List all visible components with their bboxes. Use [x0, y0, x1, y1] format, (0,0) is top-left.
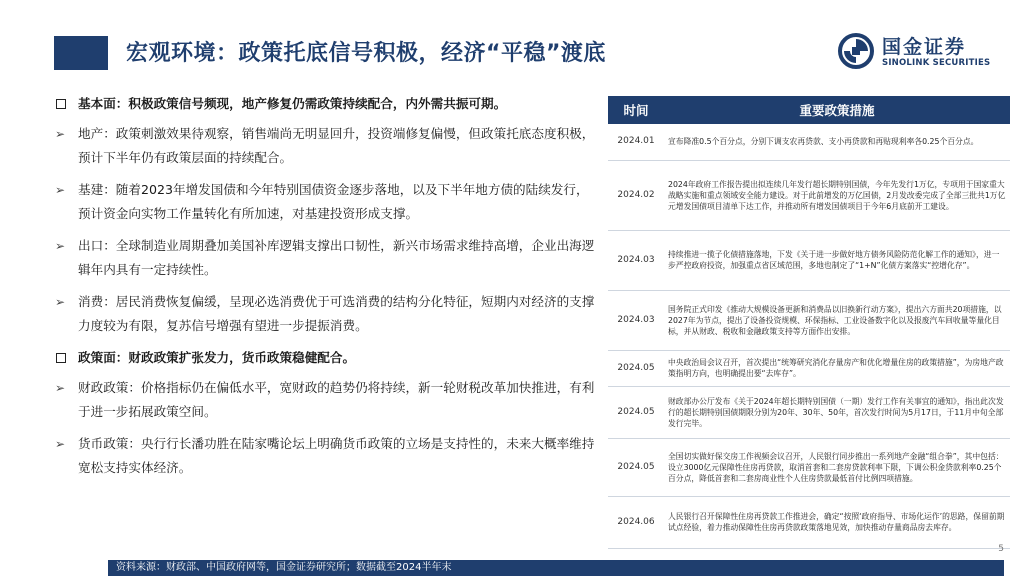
list-item	[52, 234, 600, 282]
square-bullet-icon	[56, 99, 66, 109]
square-bullet-icon	[56, 353, 66, 363]
list-item	[52, 346, 600, 370]
arrow-bullet-icon: ➢	[55, 295, 66, 309]
logo-cn-text: 国金证券	[882, 36, 967, 58]
bullet-text: 货币政策：央行行长潘功胜在陆家嘴论坛上明确货币政策的立场是支持性的，未来大概率维持宽松支持实体经济。	[78, 436, 595, 475]
list-item	[52, 376, 600, 424]
sinolink-logo-icon	[838, 33, 874, 69]
table-row	[608, 124, 1010, 160]
policy-table	[608, 96, 1010, 549]
row-policy: 宣布降准0.5个百分点，分别下调支农再贷款、支小再贷款和再贴现利率各0.25个百分点。	[664, 124, 1010, 160]
row-date: 2024.05	[608, 350, 664, 386]
arrow-bullet-icon: ➢	[55, 437, 66, 451]
list-item	[52, 290, 600, 338]
row-date: 2024.05	[608, 386, 664, 438]
row-policy: 人民银行召开保障性住房再贷款工作推进会，确定“按照‘政府指导、市场化运作’的思路，保留前期试点经验，着力推动保障性住房再贷款政策落地见效，加快推动存量商品房去库存。	[664, 496, 1010, 548]
row-policy: 中央政治局会议召开，首次提出“统筹研究消化存量房产和优化增量住房的政策措施”，为房地产政策指明方向，也明确提出要“去库存”。	[664, 350, 1010, 386]
arrow-bullet-icon: ➢	[55, 183, 66, 197]
list-item	[52, 122, 600, 170]
table-row	[608, 496, 1010, 548]
bullet-text: 基建：随着2023年增发国债和今年特别国债资金逐步落地，以及下半年地方债的陆续发行，预计资金向实物工作量转化有所加速，对基建投资形成支撑。	[78, 182, 589, 221]
company-logo	[838, 32, 1010, 74]
table-row	[608, 438, 1010, 496]
list-item	[52, 92, 600, 116]
table-row	[608, 230, 1010, 290]
page-number: 5	[998, 544, 1004, 554]
section-heading: 基本面：积极政策信号频现，地产修复仍需政策持续配合，内外需共振可期。	[78, 96, 507, 111]
row-date: 2024.03	[608, 230, 664, 290]
list-item	[52, 178, 600, 226]
page-title: 宏观环境：政策托底信号积极，经济“平稳”渡底	[126, 41, 606, 66]
row-date: 2024.03	[608, 290, 664, 350]
bullet-text: 出口：全球制造业周期叠加美国补库逻辑支撑出口韧性，新兴市场需求维持高增，企业出海逻辑年内具有一定持续性。	[78, 238, 595, 277]
logo-en-text: SINOLINK SECURITIES	[882, 58, 991, 68]
arrow-bullet-icon: ➢	[55, 127, 66, 141]
table-header-row	[608, 96, 1010, 124]
row-policy: 2024年政府工作报告提出拟连续几年发行超长期特别国债，今年先发行1万亿，专项用于国家重大战略实施和重点领域安全能力建设。对于此前增发的万亿国债，2月发改委完成了全部三批共1万亿元增发国债项目清单下达工作，并推动所有增发国债项目于今年6月底前开工建设。	[664, 160, 1010, 230]
source-footer: 资料来源：财政部、中国政府网等，国金证券研究所；数据截至2024半年末	[108, 560, 1004, 576]
bullet-text: 地产：政策刺激效果待观察，销售端尚无明显回升，投资端修复偏慢，但政策托底态度积极，预计下半年仍有政策层面的持续配合。	[78, 126, 595, 165]
bullet-text: 消费：居民消费恢复偏缓，呈现必选消费优于可选消费的结构分化特征，短期内对经济的支撑力度较为有限，复苏信号增强有望进一步提振消费。	[78, 294, 595, 333]
table-row	[608, 386, 1010, 438]
row-policy: 全国切实做好保交房工作视频会议召开，人民银行同步推出一系列地产金融“组合拳”，其中包括：设立3000亿元保障性住房再贷款，取消首套和二套房贷款利率下限，下调公积金贷款利率0.25个百分点，降低首套和二套房商业性个人住房贷款最低首付比例四项措施。	[664, 438, 1010, 496]
row-policy: 持续推进一揽子化债措施落地，下发《关于进一步做好地方债务风险防范化解工作的通知》，进一步严控政府投资，加强重点省区域范围，多地也制定了“1+N”化债方案落实“控增化存”。	[664, 230, 1010, 290]
list-item	[52, 432, 600, 480]
arrow-bullet-icon: ➢	[55, 381, 66, 395]
header-accent-bar	[54, 36, 108, 70]
bullet-text: 财政政策：价格指标仍在偏低水平，宽财政的趋势仍将持续，新一轮财税改革加快推进，有利于进一步拓展政策空间。	[78, 380, 595, 419]
column-header-date: 时间	[608, 96, 664, 124]
analysis-text-column	[52, 92, 600, 488]
row-policy: 国务院正式印发《推动大规模设备更新和消费品以旧换新行动方案》，提出六方面共20项措施，以2027年为节点，提出了设备投资规模、环保指标、工业设备数字化以及报废汽车回收量等量化目标，并从财政、税收和金融政策支持等方面作出安排。	[664, 290, 1010, 350]
table-row	[608, 160, 1010, 230]
row-policy: 财政部办公厅发布《关于2024年超长期特别国债（一期）发行工作有关事宜的通知》，指出此次发行的超长期特别国债期限分别为20年、30年、50年，首次发行时间为5月17日，于11月中旬全部发行完毕。	[664, 386, 1010, 438]
section-heading: 政策面：财政政策扩张发力，货币政策稳健配合。	[78, 350, 356, 365]
row-date: 2024.01	[608, 124, 664, 160]
row-date: 2024.05	[608, 438, 664, 496]
row-date: 2024.06	[608, 496, 664, 548]
table-row	[608, 290, 1010, 350]
table-row	[608, 350, 1010, 386]
row-date: 2024.02	[608, 160, 664, 230]
column-header-policy: 重要政策措施	[664, 96, 1010, 124]
arrow-bullet-icon: ➢	[55, 239, 66, 253]
